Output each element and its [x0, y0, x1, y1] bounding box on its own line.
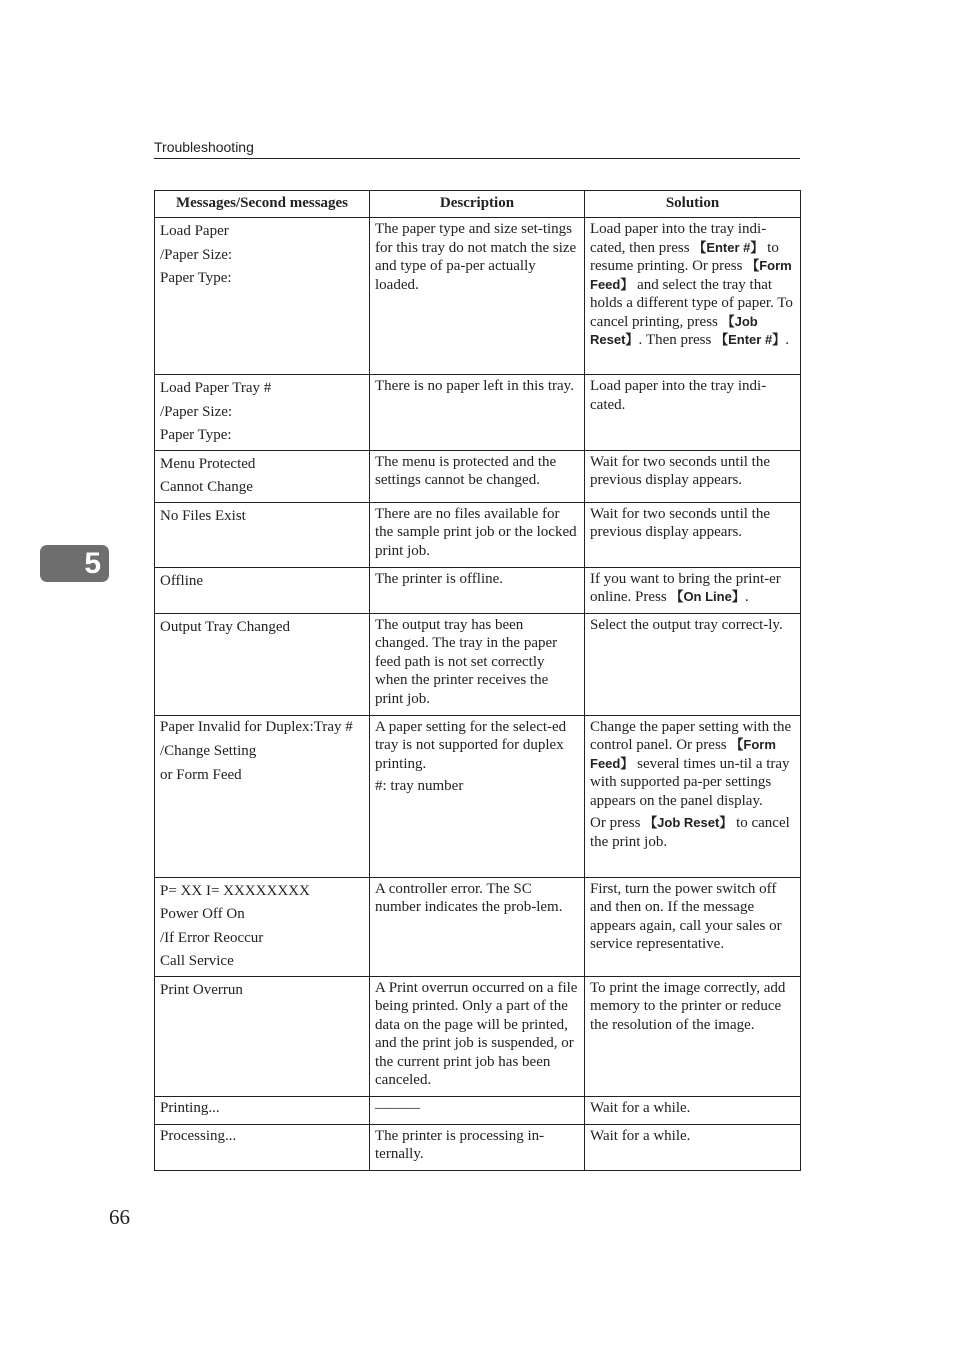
solution-cell [585, 715, 801, 877]
description-cell [370, 715, 585, 877]
solution-text: to resume printing. Or press [590, 239, 779, 274]
table-row [155, 613, 801, 715]
table-row [155, 375, 801, 451]
description-cell: The printer is processing in-ternally. [370, 1124, 585, 1170]
description-cell: The output tray has been changed. The tray in the paper feed path is not set correctly when the printer receives the print job. [370, 613, 585, 715]
enter-key-label: 【Enter #】 [693, 239, 764, 255]
message-cell [155, 375, 370, 451]
solution-text: Change the paper setting with the control panel. Or press [590, 718, 792, 753]
description-cell [370, 218, 585, 375]
message-line: Paper Invalid for Duplex:Tray # [160, 718, 353, 735]
message-cell [155, 715, 370, 877]
column-header: Solution [585, 191, 801, 218]
description-cell: The menu is protected and the settings cannot be changed. [370, 450, 585, 502]
message-line: /Paper Size: [160, 246, 233, 263]
solution-cell: Load paper into the tray indi-cated. [585, 375, 801, 451]
message-cell [155, 1124, 370, 1170]
column-header: Description [370, 191, 585, 218]
message-line: Print Overrun [160, 981, 243, 998]
table-row [155, 567, 801, 613]
message-line: P= XX I= XXXXXXXX [160, 882, 310, 899]
message-cell [155, 613, 370, 715]
solution-cell [585, 218, 801, 375]
description-note: #: tray number [375, 778, 464, 794]
solution-cell: Wait for two seconds until the previous display appears. [585, 502, 801, 567]
solution-text: . Then press [638, 332, 716, 348]
message-table [154, 190, 801, 1171]
running-header: Troubleshooting [154, 139, 254, 155]
solution-cell: Select the output tray correct-ly. [585, 613, 801, 715]
message-cell [155, 450, 370, 502]
message-line: Paper Type: [160, 270, 232, 286]
solution-paragraph: Or press 【Job Reset】 to cancel the print job. [590, 815, 790, 850]
message-cell [155, 218, 370, 375]
solution-text: and select the tray that holds a different type of paper. To cancel printing, press [590, 276, 793, 330]
description-cell: There is no paper left in this tray. [370, 375, 585, 451]
message-cell [155, 877, 370, 976]
message-line: Cannot Change [160, 479, 253, 495]
form-feed-key-label: 【Form Feed】 [590, 737, 776, 771]
table-row [155, 218, 801, 375]
page-number: 66 [109, 1205, 130, 1229]
message-cell [155, 567, 370, 613]
description-cell: The printer is offline. [370, 567, 585, 613]
solution-text: several times un-til a tray with supported pa-per settings appears on the panel display. [590, 755, 790, 809]
message-line: or Form Feed [160, 766, 242, 783]
message-line: /Paper Size: [160, 403, 233, 420]
table-row [155, 715, 801, 877]
description-cell: A Print overrun occurred on a file being printed. Only a part of the data on the page will be printed, and the print job is suspended, or the current print job has been canceled. [370, 976, 585, 1096]
table-row [155, 877, 801, 976]
message-cell [155, 976, 370, 1096]
table-row [155, 450, 801, 502]
message-cell [155, 1096, 370, 1124]
message-line: Menu Protected [160, 455, 256, 472]
message-line: Offline [160, 572, 204, 589]
message-line: Processing... [160, 1127, 237, 1144]
solution-text: . [785, 332, 789, 348]
message-cell [155, 502, 370, 567]
message-line: Load Paper Tray # [160, 380, 272, 396]
description-text: The paper type and size set-tings for this tray do not match the size and type of pa-per actually loaded. [375, 221, 577, 293]
solution-text: Load paper into the tray indi-cated, then press [590, 221, 767, 256]
message-line: Paper Type: [160, 427, 232, 443]
table-row [155, 976, 801, 1096]
message-line: No Files Exist [160, 507, 246, 524]
solution-cell: Wait for two seconds until the previous display appears. [585, 450, 801, 502]
message-line: Load Paper [160, 223, 229, 239]
on-line-key-label: 【On Line】 [670, 589, 745, 604]
header-rule [154, 158, 800, 159]
table-row [155, 1124, 801, 1170]
solution-cell: Wait for a while. [585, 1096, 801, 1124]
description-cell: There are no files available for the sample print job or the locked print job. [370, 502, 585, 567]
solution-text: If you want to bring the print-er online. Press [590, 570, 781, 605]
enter-key-label: 【Enter #】 [715, 332, 786, 347]
solution-cell: Wait for a while. [585, 1124, 801, 1170]
message-line: Power Off On [160, 906, 245, 922]
table-header-row [155, 191, 801, 218]
message-line: Output Tray Changed [160, 618, 291, 635]
column-header: Messages/Second messages [155, 191, 370, 218]
job-reset-key-label: 【Job Reset】 [590, 313, 758, 347]
message-line: /If Error Reoccur [160, 929, 264, 946]
job-reset-key-label: 【Job Reset】 [644, 815, 733, 830]
message-line: Call Service [160, 953, 234, 969]
table-row [155, 502, 801, 567]
description-cell: A controller error. The SC number indicates the prob-lem. [370, 877, 585, 976]
chapter-tab: 5 [40, 545, 109, 582]
description-text: A paper setting for the select-ed tray is not supported for duplex printing. [375, 718, 567, 772]
form-feed-key-label: 【Form Feed】 [590, 258, 792, 292]
message-line: Printing... [160, 1099, 220, 1116]
message-line: /Change Setting [160, 743, 257, 759]
table-row [155, 1096, 801, 1124]
solution-cell [585, 567, 801, 613]
description-cell: ——— [370, 1096, 585, 1124]
solution-cell: First, turn the power switch off and then on. If the message appears again, call your sales or service representative. [585, 877, 801, 976]
solution-text: . [744, 589, 749, 605]
solution-cell: To print the image correctly, add memory to the printer or reduce the resolution of the image. [585, 976, 801, 1096]
